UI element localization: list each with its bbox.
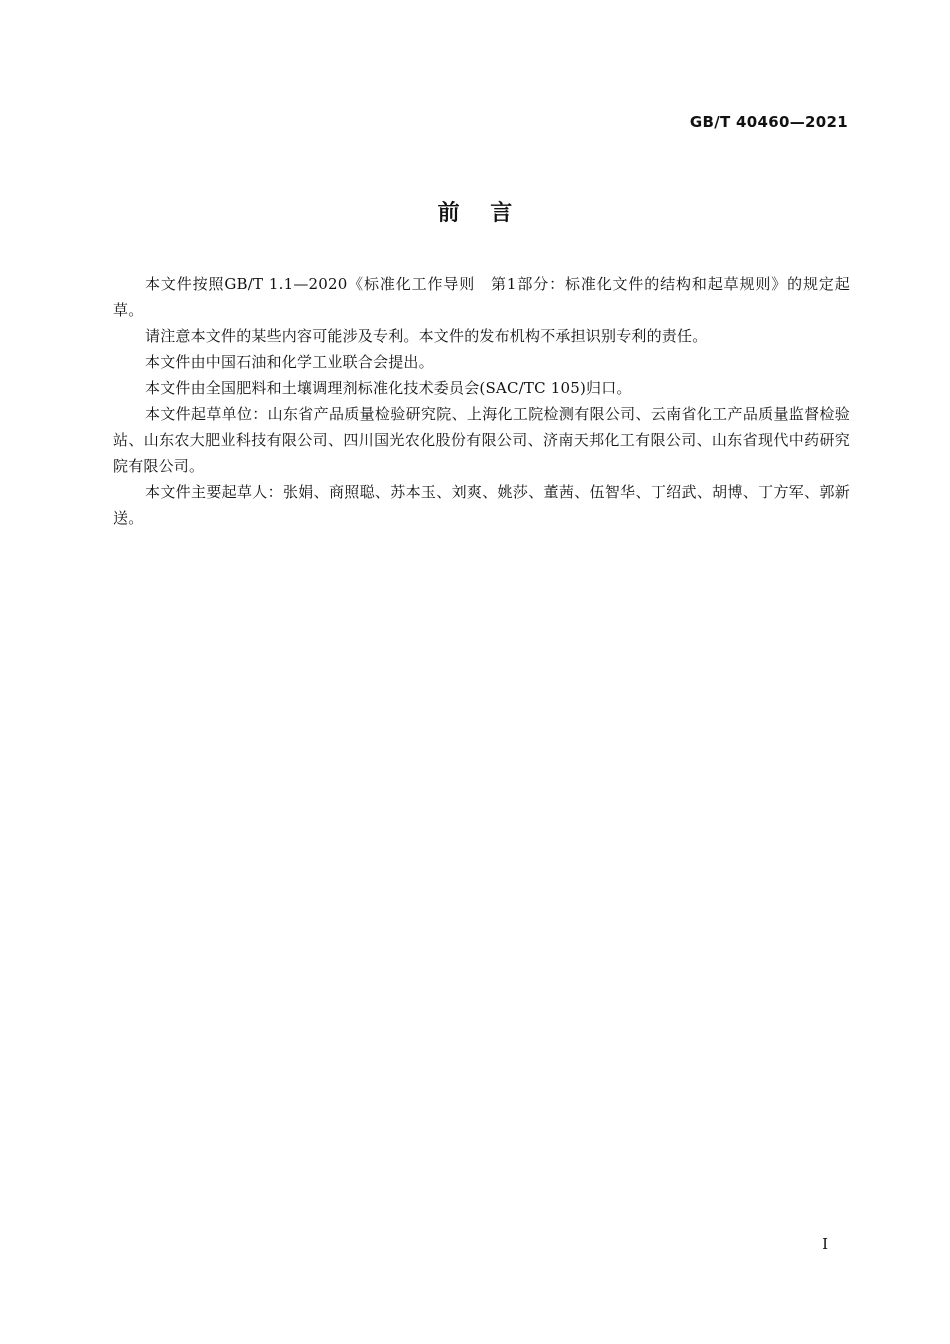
paragraph-drafting-rules: 本文件按照GB/T 1.1—2020《标准化工作导则 第1部分：标准化文件的结构和起草规则》的规定起草。 [113,275,850,319]
paragraph-proposer: 本文件由中国石油和化学工业联合会提出。 [145,353,434,371]
page-number: I [822,1235,828,1253]
paragraph-drafters: 本文件主要起草人：张娟、商照聪、苏本玉、刘爽、姚莎、董茜、伍智华、丁绍武、胡博、丁方军、郭新送。 [113,483,850,527]
page-title: 前 言 [437,201,513,226]
paragraph-drafting-units: 本文件起草单位：山东省产品质量检验研究院、上海化工院检测有限公司、云南省化工产品质量监督检验站、山东农大肥业科技有限公司、四川国光农化股份有限公司、济南天邦化工有限公司、山东省现代中药研究院有限公司。 [113,405,850,475]
standard-number: GB/T 40460—2021 [689,113,848,131]
paragraph-patent-notice: 请注意本文件的某些内容可能涉及专利。本文件的发布机构不承担识别专利的责任。 [145,327,708,345]
foreword-body [113,271,850,531]
paragraph-committee: 本文件由全国肥料和土壤调理剂标准化技术委员会(SAC/TC 105)归口。 [145,379,632,397]
